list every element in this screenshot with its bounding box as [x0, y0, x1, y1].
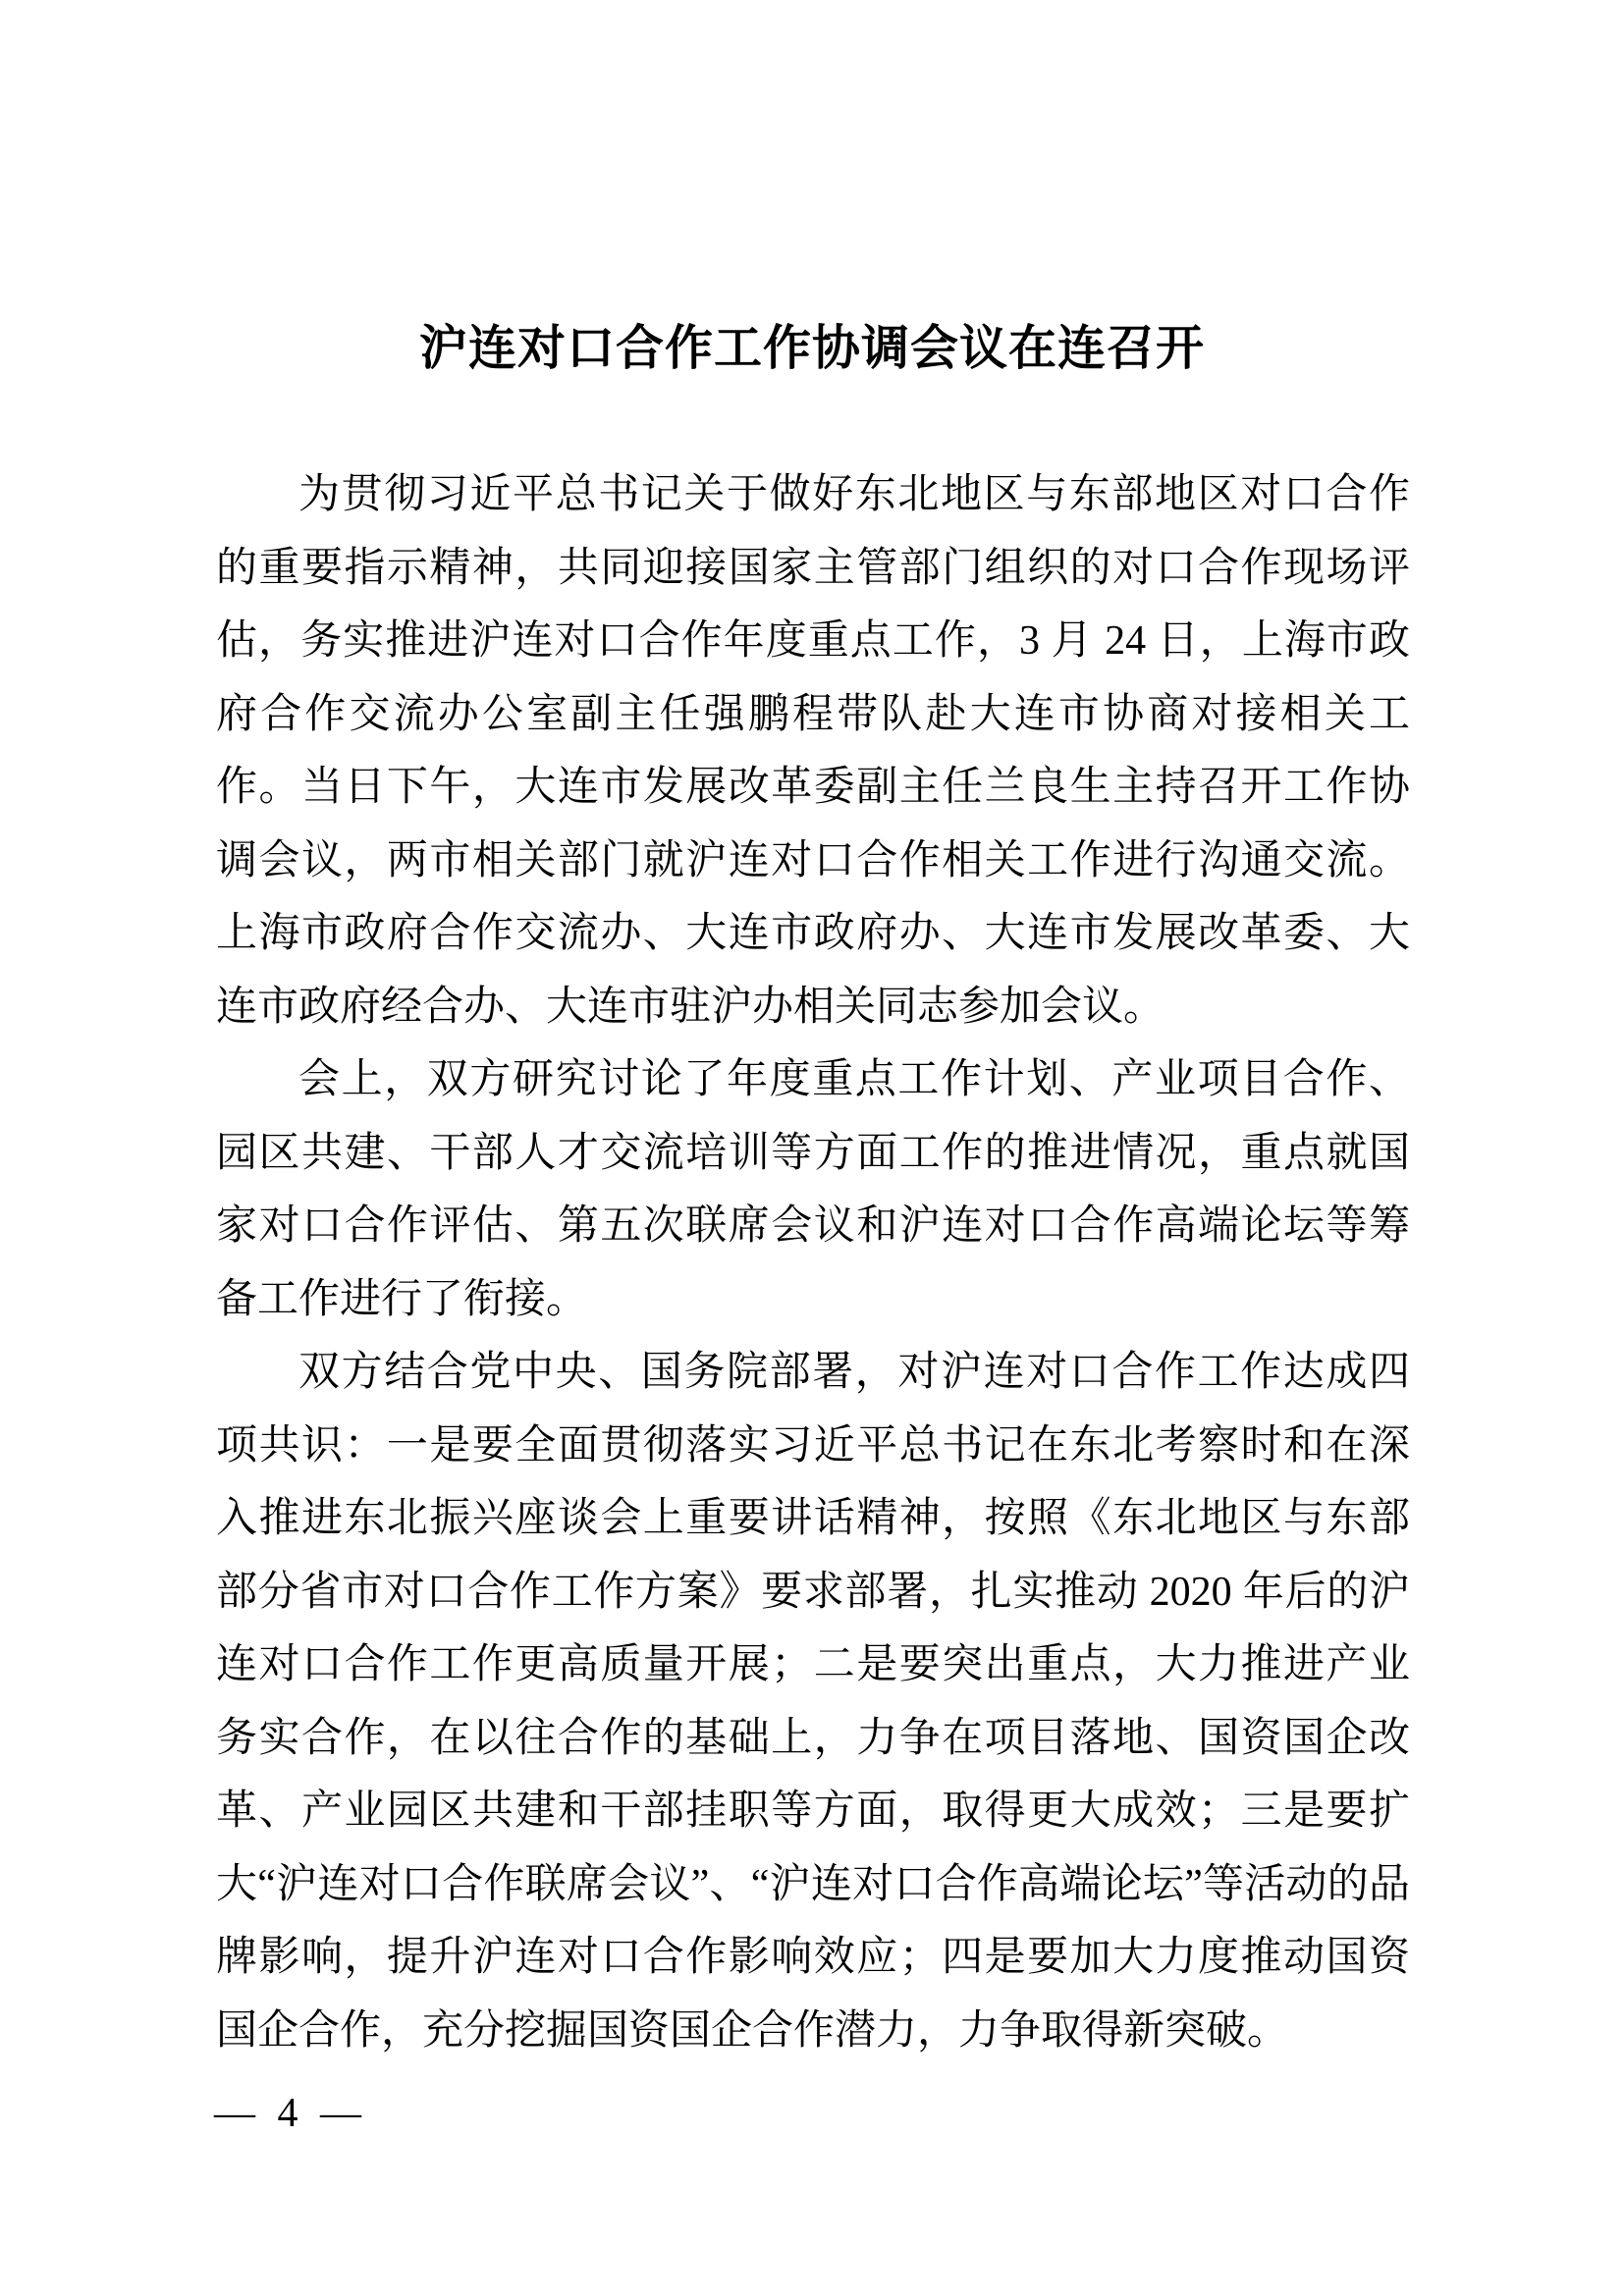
paragraph-3: 双方结合党中央、国务院部署，对沪连对口合作工作达成四项共识：一是要全面贯彻落实习近平总书记在东北考察时和在深入推进东北振兴座谈会上重要讲话精神，按照《东北地区与东部部分省市对口合作工作方案》要求部署，扎实推动 2020 年后的沪连对口合作工作更高质量开展；二是要突出重点，大力推进产业务实合作，在以往合作的基础上，力争在项目落地、国资国企改革、产业园区共建和干部挂职等方面，取得更大成效；三是要扩大“沪连对口合作联席会议”、“沪连对口合作高端论坛”等活动的品牌影响，提升沪连对口合作影响效应；四是要加大力度推动国资国企合作，充分挖掘国资国企合作潜力，力争取得新突破。: [216, 1350, 1410, 2054]
paragraph-2: 会上，双方研究讨论了年度重点工作计划、产业项目合作、园区共建、干部人才交流培训等方面工作的推进情况，重点就国家对口合作评估、第五次联席会议和沪连对口合作高端论坛等筹备工作进行了衔接。: [216, 1057, 1410, 1322]
paragraph-1: 为贯彻习近平总书记关于做好东北地区与东部地区对口合作的重要指示精神，共同迎接国家主管部门组织的对口合作现场评估，务实推进沪连对口合作年度重点工作，3 月 24 日，上海市政府合作交流办公室副主任强鹏程带队赴大连市协商对接相关工作。当日下午，大连市发展改革委副主任兰良生主持召开工作协调会议，两市相关部门就沪连对口合作相关工作进行沟通交流。上海市政府合作交流办、大连市政府办、大连市发展改革委、大连市政府经合办、大连市驻沪办相关同志参加会议。: [216, 472, 1410, 1030]
document-title: 沪连对口合作工作协调会议在连召开: [418, 321, 1205, 375]
document-body: [216, 458, 1410, 2067]
page-number: — 4 —: [214, 2091, 367, 2136]
